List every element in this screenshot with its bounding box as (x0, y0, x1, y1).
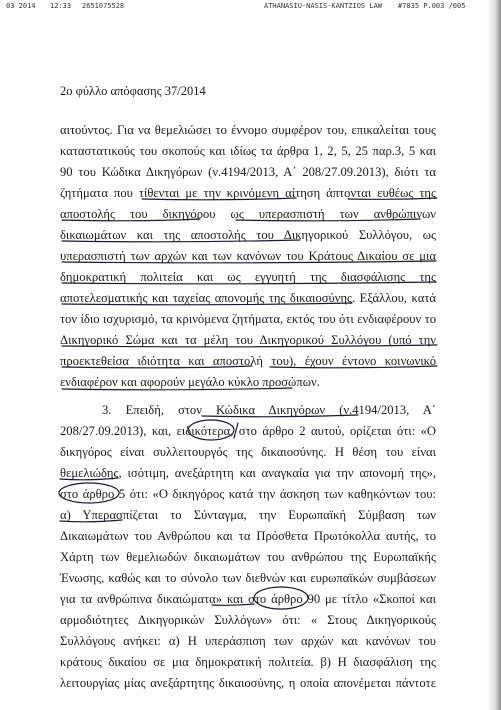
text-line: τον ίδιο ισχυρισμό, τα κρινόμενα ζητήματα, εκτός του ότι ενδιαφέρουν το (60, 312, 436, 326)
text-line: Δικηγορικό Σώμα και τα μέλη του Δικηγορικού Συλλόγου (υπό την (60, 333, 436, 347)
fax-page-number: #7835 P.003 /005 (398, 2, 466, 10)
fax-number: 2651075528 (82, 2, 125, 10)
text-line: καταστατικούς του σκοπούς και ιδίως τα άρθρα 1, 2, 5, 25 παρ.3, 5 και (60, 144, 436, 158)
text-line: αποστολής του δικηγόρου ως υπερασπιστή των ανθρώπινων (60, 207, 436, 221)
fax-header (6, 2, 476, 14)
text-line: κράτους δικαίου σε μια δημοκρατική πολιτεία. β) Η διασφάλιση της (60, 655, 436, 669)
text-line: ζητήματα που τίθενται με την κρινόμενη αίτηση άπτονται ευθέως της (60, 186, 436, 200)
text-line: υπερασπιστή των αρχών και των κανόνων του Κράτους Δικαίου σε μια (60, 249, 436, 263)
text-line: θεμελιώδης, ισότιμη, ανεξάρτητη και αναγκαία για την απονομή της», (60, 466, 436, 480)
text-line: αρμοδιότητες Δικηγορικών Συλλόγων» ότι: « Στους Δικηγορικούς (60, 613, 436, 627)
text-line: Χάρτη των θεμελιωδών δικαιωμάτων του ανθρώπου της Ευρωπαϊκής (60, 550, 436, 564)
text-line: α) Υπερασπίζεται το Σύνταγμα, την Ευρωπαϊκή Σύμβαση των (60, 508, 436, 522)
text-line: 208/27.09.2013), και, ειδικότερα, στο άρθρο 2 αυτού, ορίζεται ότι: «Ο (60, 424, 436, 438)
text-line: για τα ανθρώπινα δικαιώματα» και στο άρθρο 90 με τίτλο «Σκοποί και (60, 592, 436, 606)
text-line: προεκτεθείσα ιδιότητα και αποστολή του), έχουν έντονο κοινωνικό (60, 354, 436, 368)
text-line: Συλλόγους ανήκει: α) Η υπεράσπιση των αρχών και κανόνων του (60, 634, 436, 648)
text-line: Δικαιωμάτων του Ανθρώπου και τα Πρόσθετα Πρωτόκολλα αυτής, το (60, 529, 436, 543)
text-line: αιτούντος. Για να θεμελιώσει το έννομο συμφέρον του, επικαλείται τους (60, 123, 436, 137)
fax-sender: ATHANASIU-NASIS-KANTZIOS LAW (264, 2, 383, 10)
text-line: 3. Επειδή, στον Κώδικα Δικηγόρων (ν.4194/2013, Α΄ (102, 403, 436, 417)
text-line: 90 του Κώδικα Δικηγόρων (ν.4194/2013, Α΄ 208/27.09.2013), διότι τα (60, 165, 436, 179)
text-line: δημοκρατική πολιτεία και ως εγγυητή της διασφάλισης της (60, 270, 436, 284)
sheet-title: 2ο φύλλο απόφασης 37/2014 (60, 84, 206, 98)
fax-time: 12:33 (50, 2, 72, 10)
text-line: στο άρθρο 5 ότι: «Ο δικηγόρος κατά την άσκηση των καθηκόντων του: (60, 487, 436, 501)
text-line: δικαιωμάτων και της αποστολής του Δικηγορικού Συλλόγου, ως (60, 228, 436, 242)
text-line: αποτελεσματικής και ταχείας απονομής της δικαιοσύνης. Εξάλλου, κατά (60, 291, 436, 305)
text-line: ενδιαφέρον και αφορούν μεγάλο κύκλο προσώπων. (60, 375, 320, 389)
fax-date: 03 2014 (6, 2, 36, 10)
text-line: λειτουργίας μίας ανεξάρτητης δικαιοσύνης, η οποία απονέμεται πάντοτε (60, 676, 436, 690)
scan-shadow-edge (487, 0, 501, 710)
text-line: Ένωσης, καθώς και το σύνολο των διεθνών και ευρωπαϊκών συμβάσεων (60, 571, 436, 585)
text-line: δικηγόρος είναι συλλειτουργός της δικαιοσύνης. Η θέση του είναι (60, 445, 436, 459)
